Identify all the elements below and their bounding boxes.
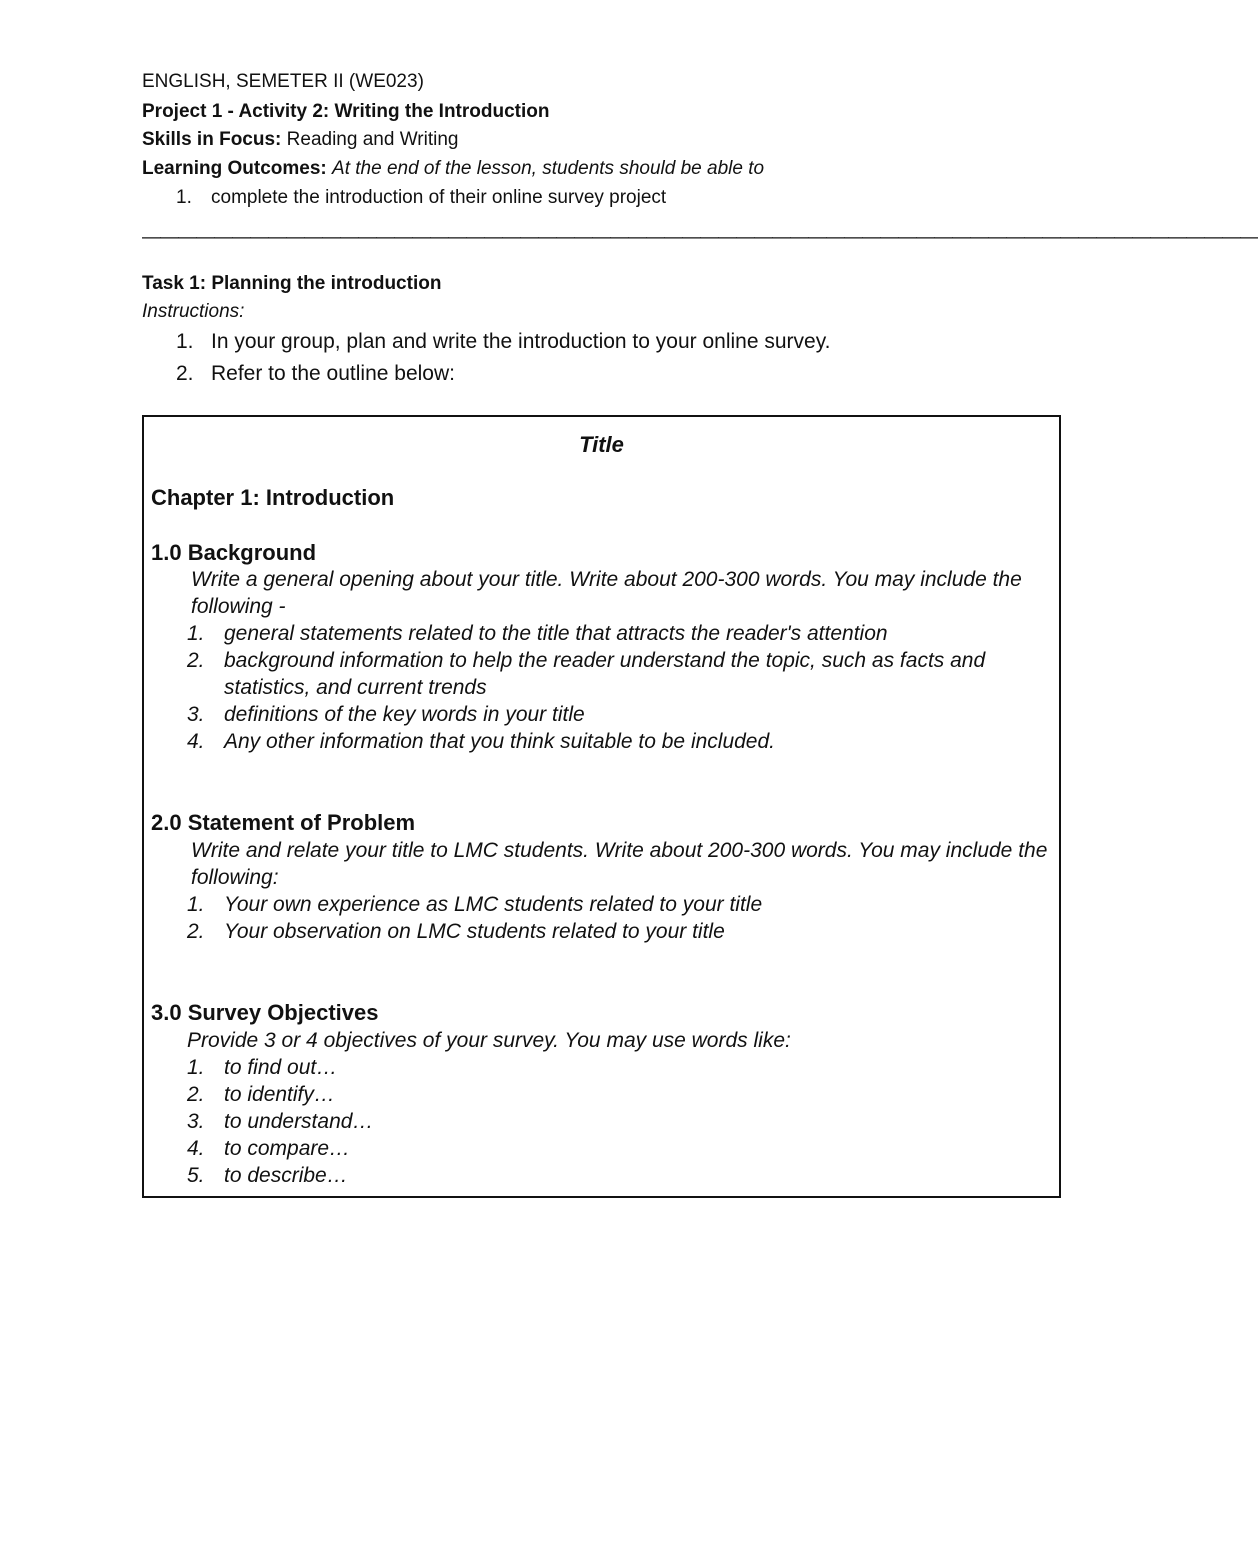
list-item — [187, 1081, 1047, 1108]
list-item — [187, 1054, 1047, 1081]
problem-heading: 2.0 Statement of Problem — [151, 810, 416, 835]
task-heading: Task 1: Planning the introduction — [142, 273, 442, 294]
list-text: background information to help the reader understand the topic, such as facts and statistics, and current trends — [224, 649, 986, 699]
instruction-number: 2. — [176, 362, 194, 385]
list-item — [187, 701, 1047, 728]
list-number: 4. — [187, 1137, 205, 1160]
list-item — [187, 918, 1047, 945]
list-number: 1. — [187, 893, 205, 916]
list-item — [187, 620, 1047, 647]
outcome-number: 1. — [176, 187, 192, 208]
separator-line: —————————————————————————————————————————————————————————————— — [142, 227, 1258, 248]
skills-label: Skills in Focus: — [142, 129, 282, 150]
list-item — [187, 891, 1047, 918]
outline-title: Title — [579, 432, 624, 457]
list-number: 2. — [187, 1083, 205, 1106]
course-title: ENGLISH, SEMETER II (WE023) — [142, 71, 424, 92]
list-number: 1. — [187, 1056, 205, 1079]
objectives-list — [187, 1054, 1047, 1189]
objectives-intro: Provide 3 or 4 objectives of your survey. You may use words like: — [187, 1029, 791, 1052]
list-item — [187, 647, 1047, 701]
skills-line — [142, 126, 1072, 154]
list-text: Your own experience as LMC students related to your title — [224, 893, 763, 916]
background-heading: 1.0 Background — [151, 540, 317, 565]
list-text: to identify… — [224, 1083, 335, 1106]
list-number: 3. — [187, 1110, 205, 1133]
skills-value: Reading and Writing — [286, 129, 459, 150]
instructions-label: Instructions: — [142, 301, 245, 322]
list-text: definitions of the key words in your title — [224, 703, 585, 726]
list-number: 2. — [187, 920, 205, 943]
outcomes-label: Learning Outcomes: — [142, 158, 327, 179]
list-number: 5. — [187, 1164, 205, 1187]
list-text: general statements related to the title that attracts the reader's attention — [224, 622, 888, 645]
list-text: to understand… — [224, 1110, 374, 1133]
chapter-heading: Chapter 1: Introduction — [151, 485, 395, 510]
instruction-text: In your group, plan and write the introduction to your online survey. — [211, 330, 831, 353]
list-number: 1. — [187, 622, 205, 645]
list-number: 2. — [187, 649, 205, 672]
project-title: Project 1 - Activity 2: Writing the Introduction — [142, 101, 550, 122]
list-text: to find out… — [224, 1056, 338, 1079]
list-text: Any other information that you think suitable to be included. — [224, 730, 776, 753]
outcomes-line — [142, 155, 1072, 183]
list-item — [187, 1135, 1047, 1162]
instruction-item — [176, 326, 830, 358]
list-text: to compare… — [224, 1137, 351, 1160]
instruction-text: Refer to the outline below: — [211, 362, 455, 385]
instruction-item — [176, 358, 455, 390]
list-item — [187, 1162, 1047, 1189]
outcome-text: complete the introduction of their online survey project — [211, 187, 667, 208]
background-intro: Write a general opening about your title. Write about 200-300 words. You may include the following - — [191, 568, 1022, 618]
list-number: 3. — [187, 703, 205, 726]
outline-box — [142, 415, 1061, 1198]
instruction-number: 1. — [176, 330, 194, 353]
list-text: to describe… — [224, 1164, 348, 1187]
objectives-heading: 3.0 Survey Objectives — [151, 1000, 379, 1025]
list-number: 4. — [187, 730, 205, 753]
problem-intro: Write and relate your title to LMC students. Write about 200-300 words. You may include the following: — [191, 839, 1048, 889]
list-item — [187, 1108, 1047, 1135]
list-text: Your observation on LMC students related to your title — [224, 920, 725, 943]
outcomes-value: At the end of the lesson, students should be able to — [332, 158, 765, 179]
list-item — [187, 728, 1047, 755]
problem-list — [187, 891, 1047, 945]
outcome-item — [176, 184, 1106, 212]
background-list — [187, 620, 1047, 755]
